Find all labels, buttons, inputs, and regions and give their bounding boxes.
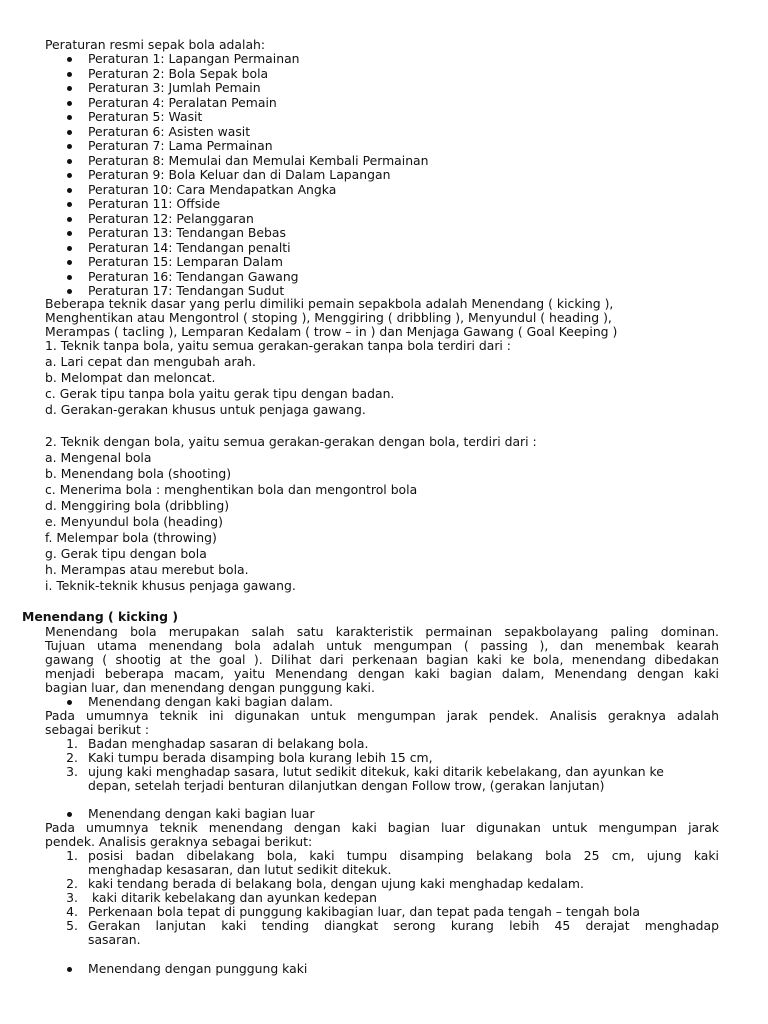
step-number: 5. (66, 918, 78, 933)
rule-item: Peraturan 11: Offside (88, 196, 221, 211)
inner-step: depan, setelah terjadi benturan dilanjutkan dengan Follow trow, (gerakan lanjutan) (88, 778, 605, 793)
with-ball-item: b. Menendang bola (shooting) (45, 466, 232, 481)
outer-step: Perkenaan bola tepat di punggung kakibagian luar, dan tepat pada tengah – tengah bola (88, 904, 640, 919)
with-ball-heading: 2. Teknik dengan bola, yaitu semua gerakan-gerakan dengan bola, terdiri dari : (45, 434, 537, 449)
rule-item: Peraturan 3: Jumlah Pemain (88, 80, 261, 95)
techniques-line: Menghentikan atau Mengontrol ( stoping ), Menggiring ( dribbling ), Menyundul ( heading ), (45, 310, 612, 325)
rules-intro: Peraturan resmi sepak bola adalah: (45, 37, 266, 52)
kicking-para-line: Menendang bola merupakan salah satu karakteristik permainan sepakbolayang paling dominan. (45, 624, 719, 639)
kicking-title: Menendang ( kicking ) (22, 609, 178, 624)
outer-step: Gerakan lanjutan kaki tending diangkat serong kurang lebih 45 derajat menghadap (88, 918, 719, 933)
rule-item: Peraturan 16: Tendangan Gawang (88, 268, 299, 284)
with-ball-item: a. Mengenal bola (45, 450, 152, 465)
with-ball-item: h. Merampas atau merebut bola. (45, 562, 249, 577)
inner-step: Kaki tumpu berada disamping bola kurang lebih 15 cm, (88, 750, 433, 765)
outer-step: menghadap kesasaran, dan lutut sedikit ditekuk. (88, 862, 392, 877)
step-number: 3. (66, 890, 78, 905)
no-ball-item: a. Lari cepat dan mengubah arah. (45, 354, 256, 369)
step-number: 1. (66, 848, 78, 863)
rule-item: Peraturan 2: Bola Sepak bola (88, 65, 269, 81)
kicking-para-line: gawang ( shootig at the goal ). Dilihat dari perkenaan bagian kaki ke bola, menendang dibedakan (45, 652, 719, 667)
kicking-para-line: menjadi beberapa macam, yaitu Menendang dengan kaki bagian dalam, Menendang dengan kaki (45, 666, 719, 681)
outer-step: kaki ditarik kebelakang dan ayunkan kedepan (88, 890, 377, 905)
inner-step: ujung kaki menghadap sasara, lutut sedikit ditekuk, kaki ditarik kebelakang, dan ayunkan ke (88, 764, 664, 779)
no-ball-item: b. Melompat dan meloncat. (45, 370, 216, 385)
rule-item: Peraturan 4: Peralatan Pemain (88, 94, 277, 110)
with-ball-item: g. Gerak tipu dengan bola (45, 546, 207, 561)
rule-item: Peraturan 8: Memulai dan Memulai Kembali Permainan (88, 152, 429, 168)
with-ball-item: c. Menerima bola : menghentikan bola dan mengontrol bola (45, 482, 418, 497)
techniques-line: Merampas ( tacling ), Lemparan Kedalam ( trow – in ) dan Menjaga Gawang ( Goal Keeping ) (45, 324, 618, 339)
outer-step: kaki tendang berada di belakang bola, dengan ujung kaki menghadap kedalam. (88, 876, 584, 891)
inner-foot-para: sebagai berikut : (45, 722, 150, 737)
inner-step: Badan menghadap sasaran di belakang bola. (88, 736, 369, 751)
step-number: 4. (66, 904, 78, 919)
with-ball-item: f. Melempar bola (throwing) (45, 530, 217, 545)
outer-foot-para: Pada umumnya teknik menendang dengan kaki bagian luar digunakan untuk mengumpan jarak (45, 820, 719, 835)
techniques-line: Beberapa teknik dasar yang perlu dimiliki pemain sepakbola adalah Menendang ( kicking ), (45, 296, 614, 311)
no-ball-item: d. Gerakan-gerakan khusus untuk penjaga gawang. (45, 402, 366, 417)
outer-foot-para: pendek. Analisis geraknya sebagai berikut: (45, 834, 313, 849)
rule-item: Peraturan 12: Pelanggaran (88, 210, 254, 226)
rule-item: Peraturan 6: Asisten wasit (88, 123, 251, 139)
rule-item: Peraturan 5: Wasit (88, 109, 203, 124)
no-ball-item: c. Gerak tipu tanpa bola yaitu gerak tipu dengan badan. (45, 386, 395, 401)
with-ball-item: e. Menyundul bola (heading) (45, 514, 223, 529)
outer-step: sasaran. (88, 932, 141, 947)
instep-bullet: Menendang dengan punggung kaki (88, 961, 308, 976)
step-number: 1. (66, 736, 78, 751)
kicking-para-line: Tujuan utama menendang bola adalah untuk mengumpan ( passing ), dan menembak kearah (45, 638, 719, 653)
with-ball-item: d. Menggiring bola (dribbling) (45, 498, 230, 513)
rule-item: Peraturan 9: Bola Keluar dan di Dalam Lapangan (88, 167, 391, 182)
step-number: 3. (66, 764, 78, 779)
step-number: 2. (66, 876, 78, 891)
rule-item: Peraturan 1: Lapangan Permainan (88, 51, 300, 66)
rule-item: Peraturan 10: Cara Mendapatkan Angka (88, 181, 337, 197)
rule-item: Peraturan 17: Tendangan Sudut (88, 283, 285, 298)
outer-step: posisi badan dibelakang bola, kaki tumpu disamping belakang bola 25 cm, ujung kaki (88, 848, 719, 863)
outer-foot-bullet: Menendang dengan kaki bagian luar (88, 806, 315, 821)
rule-item: Peraturan 13: Tendangan Bebas (88, 225, 286, 240)
inner-foot-para: Pada umumnya teknik ini digunakan untuk mengumpan jarak pendek. Analisis geraknya adalah (45, 708, 719, 723)
inner-foot-bullet: Menendang dengan kaki bagian dalam. (88, 694, 334, 709)
kicking-para-line: bagian luar, dan menendang dengan punggung kaki. (45, 680, 375, 695)
rule-item: Peraturan 7: Lama Permainan (88, 138, 273, 153)
with-ball-item: i. Teknik-teknik khusus penjaga gawang. (45, 578, 296, 593)
no-ball-heading: 1. Teknik tanpa bola, yaitu semua gerakan-gerakan tanpa bola terdiri dari : (45, 338, 511, 353)
step-number: 2. (66, 750, 78, 765)
rule-item: Peraturan 14: Tendangan penalti (88, 239, 291, 255)
rule-item: Peraturan 15: Lemparan Dalam (88, 254, 283, 269)
